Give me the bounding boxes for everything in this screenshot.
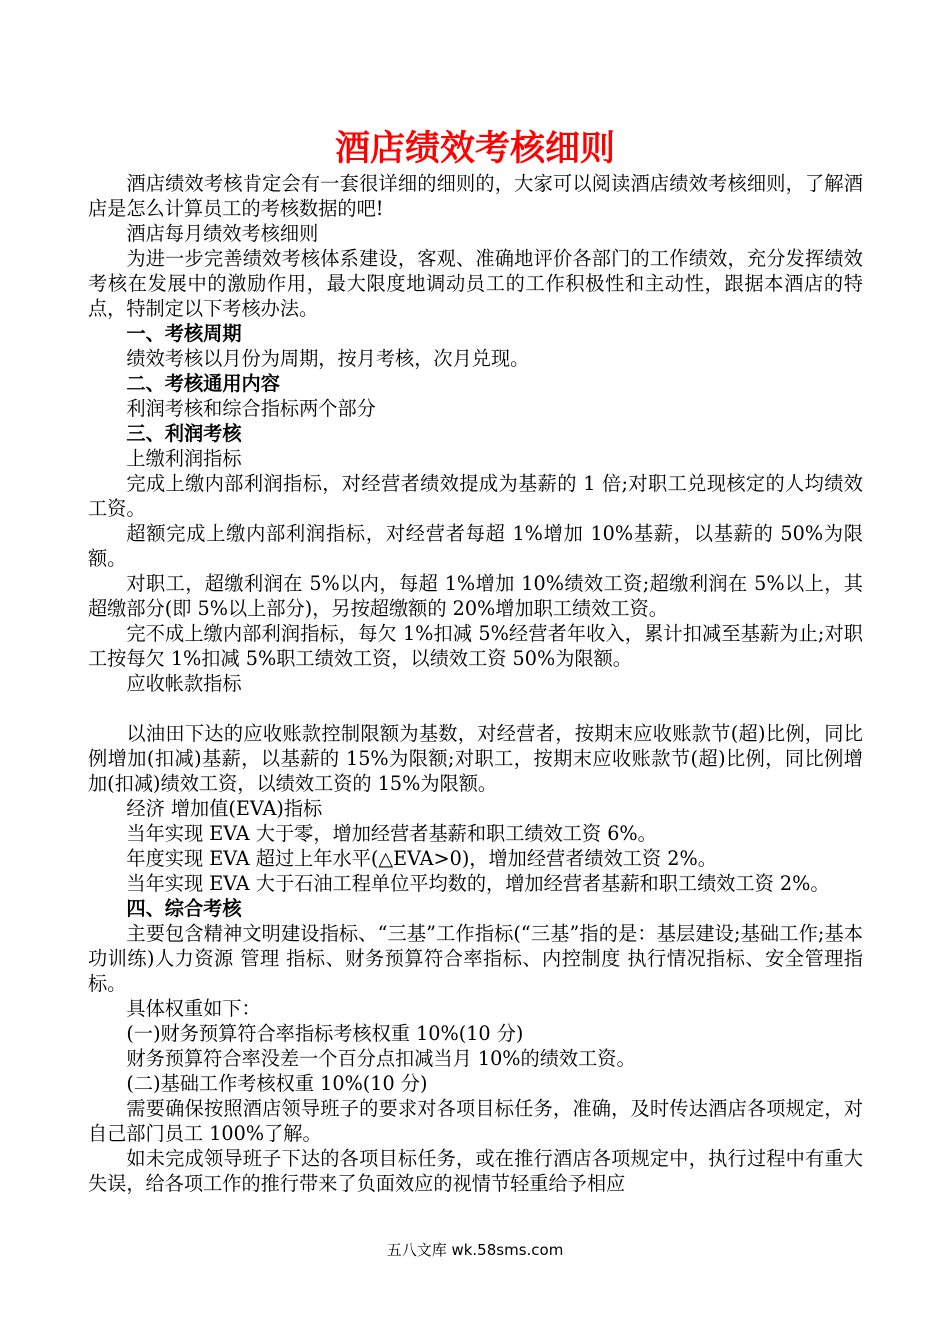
body-paragraph: 酒店每月绩效考核细则 bbox=[126, 222, 319, 245]
body-paragraph: 需要确保按照酒店领导班子的要求对各项目标任务，准确，及时传达酒店各项规定，对自己部门员工 100%了解。 bbox=[88, 1097, 863, 1145]
body-paragraph: 具体权重如下： bbox=[126, 997, 261, 1020]
document-body bbox=[88, 171, 863, 1196]
section-heading: 三、利润考核 bbox=[126, 422, 242, 445]
blank-line bbox=[88, 696, 863, 721]
body-paragraph: 财务预算符合率没差一个百分点扣减当月 10%的绩效工资。 bbox=[126, 1047, 636, 1070]
body-paragraph: 以油田下达的应收账款控制限额为基数，对经营者，按期末应收账款节(超)比例，同比例增加(扣减)基薪，以基薪的 15%为限额;对职工，按期末应收账款节(超)比例，同比例增加(扣减)绩效工资，以绩效工资的 15%为限额。 bbox=[88, 722, 863, 795]
body-paragraph: 经济 增加值(EVA)指标 bbox=[126, 797, 323, 820]
body-paragraph: 主要包含精神文明建设指标、“三基”工作指标(“三基”指的是：基层建设;基础工作;基本功训练)人力资源 管理 指标、财务预算符合率指标、内控制度 执行情况指标、安全管理指标。 bbox=[88, 922, 863, 995]
section-heading: 一、考核周期 bbox=[126, 322, 242, 345]
body-paragraph: 绩效考核以月份为周期，按月考核，次月兑现。 bbox=[126, 347, 530, 370]
body-paragraph: 对职工，超缴利润在 5%以内，每超 1%增加 10%绩效工资;超缴利润在 5%以上，其超缴部分(即 5%以上部分)，另按超缴额的 20%增加职工绩效工资。 bbox=[88, 572, 863, 620]
body-paragraph: 上缴利润指标 bbox=[126, 447, 242, 470]
body-paragraph: 当年实现 EVA 大于零，增加经营者基薪和职工绩效工资 6%。 bbox=[126, 822, 657, 845]
section-heading: 四、综合考核 bbox=[126, 897, 242, 920]
document-title: 酒店绩效考核细则 bbox=[334, 128, 615, 169]
body-paragraph: 超额完成上缴内部利润指标，对经营者每超 1%增加 10%基薪，以基薪的 50%为限额。 bbox=[88, 522, 863, 570]
body-paragraph: 酒店绩效考核肯定会有一套很详细的细则的，大家可以阅读酒店绩效考核细则，了解酒店是怎么计算员工的考核数据的吧! bbox=[88, 172, 863, 220]
body-paragraph: 利润考核和综合指标两个部分 bbox=[126, 397, 376, 420]
body-paragraph: 应收帐款指标 bbox=[126, 672, 242, 695]
body-paragraph: (一)财务预算符合率指标考核权重 10%(10 分) bbox=[126, 1022, 524, 1045]
footer-watermark: 五八文库 wk.58sms.com bbox=[386, 1241, 564, 1259]
body-paragraph: 年度实现 EVA 超过上年水平(△EVA>0)，增加经营者绩效工资 2%。 bbox=[126, 847, 717, 870]
body-paragraph: 为进一步完善绩效考核体系建设，客观、准确地评价各部门的工作绩效，充分发挥绩效考核在发展中的激励作用，最大限度地调动员工的工作积极性和主动性，跟据本酒店的特点，特制定以下考核办法。 bbox=[88, 247, 863, 320]
body-paragraph: (二)基础工作考核权重 10%(10 分) bbox=[126, 1072, 428, 1095]
body-paragraph: 完成上缴内部利润指标，对经营者绩效提成为基薪的 1 倍;对职工兑现核定的人均绩效工资。 bbox=[88, 472, 863, 520]
section-heading: 二、考核通用内容 bbox=[126, 372, 280, 395]
body-paragraph: 当年实现 EVA 大于石油工程单位平均数的，增加经营者基薪和职工绩效工资 2%。 bbox=[126, 872, 830, 895]
body-paragraph: 完不成上缴内部利润指标，每欠 1%扣减 5%经营者年收入，累计扣减至基薪为止;对职工按每欠 1%扣减 5%职工绩效工资，以绩效工资 50%为限额。 bbox=[88, 622, 863, 670]
body-paragraph: 如未完成领导班子下达的各项目标任务，或在推行酒店各项规定中，执行过程中有重大失误，给各项工作的推行带来了负面效应的视情节轻重给予相应 bbox=[88, 1147, 863, 1195]
